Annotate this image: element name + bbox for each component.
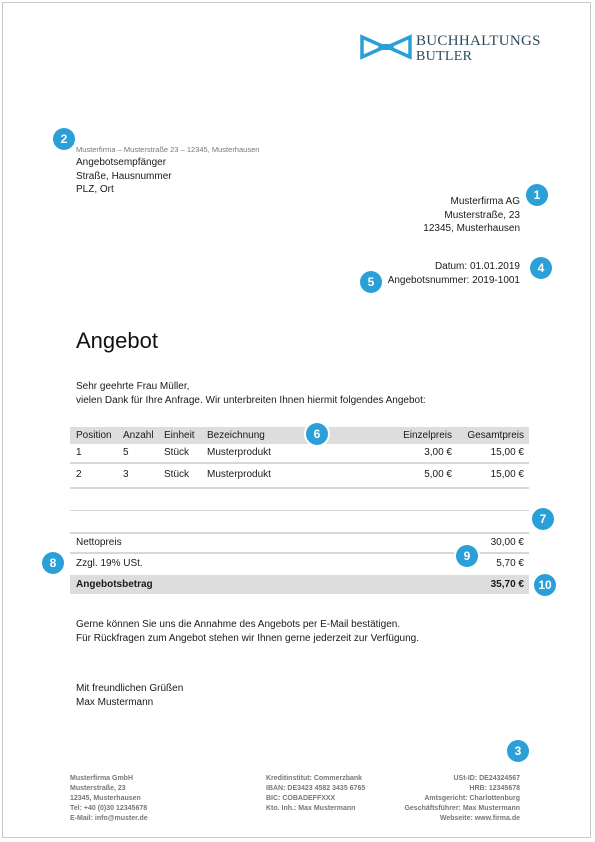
regards: Mit freundlichen Grüßen: [76, 683, 184, 694]
closing-line: Gerne können Sie uns die Annahme des Angebots per E-Mail bestätigen.: [76, 619, 401, 630]
table-cell: Musterprodukt: [207, 447, 271, 458]
company-address-line: Musterstraße, 23: [444, 209, 520, 221]
badge-2: 2: [53, 128, 75, 150]
footer-company: [70, 774, 148, 824]
badge-10: 10: [534, 574, 556, 596]
company-address-line: 12345, Musterhausen: [423, 223, 520, 234]
footer-line: Musterstraße, 23: [70, 785, 126, 792]
offer-number: Angebotsnummer: 2019-1001: [387, 274, 520, 286]
row-divider: [70, 487, 529, 489]
vat-label: Zzgl. 19% USt.: [76, 558, 143, 569]
footer-line: Musterfirma GmbH: [70, 775, 134, 782]
total-value: 35,70 €: [490, 579, 524, 590]
badge-7: 7: [532, 508, 554, 530]
company-address: [423, 195, 520, 236]
footer-bank: [266, 774, 365, 814]
column-header-description: Bezeichnung: [207, 430, 265, 441]
column-header-unit: Einheit: [164, 430, 195, 441]
footer-line: Webseite: www.firma.de: [439, 815, 520, 822]
badge-8: 8: [42, 552, 64, 574]
closing-line: Für Rückfragen zum Angebot stehen wir Ihnen gerne jederzeit zur Verfügung.: [76, 633, 419, 644]
table-cell: 5,00 €: [424, 469, 452, 480]
intro-line: vielen Dank für Ihre Anfrage. Wir unterbreiten Ihnen hiermit folgendes Angebot:: [76, 394, 426, 406]
table-cell: Stück: [164, 469, 190, 480]
badge-4: 4: [530, 257, 552, 279]
column-header-unit-price: Einzelpreis: [403, 430, 452, 441]
page-title: Angebot: [76, 328, 158, 353]
badge-3: 3: [507, 740, 529, 762]
closing-text: [76, 618, 419, 646]
recipient-line: Angebotsempfänger: [76, 157, 167, 168]
intro-text: [76, 380, 426, 407]
badge-5: 5: [360, 271, 382, 293]
company-address-line: Musterfirma AG: [450, 196, 520, 207]
table-cell: 5: [123, 447, 129, 458]
footer-line: Kreditinstitut: Commerzbank: [266, 775, 363, 782]
footer-line: USt-ID: DE24324567: [453, 775, 520, 782]
footer-line: 12345, Musterhausen: [70, 795, 141, 802]
table-cell: 3,00 €: [424, 447, 452, 458]
logo-wordmark: [416, 33, 541, 65]
row-divider: [70, 462, 529, 464]
spacer-divider: [70, 510, 529, 511]
logo-line1: BUCHHALTUNGS: [416, 33, 541, 49]
table-cell: Musterprodukt: [207, 469, 271, 480]
offer-date: Datum: 01.01.2019: [434, 261, 520, 272]
signature-block: [76, 682, 183, 710]
table-cell: 2: [76, 469, 82, 480]
footer-line: Geschäftsführer: Max Mustermann: [404, 805, 520, 812]
net-price-value: 30,00 €: [490, 537, 524, 548]
sender-line: Musterfirma – Musterstraße 23 – 12345, Musterhausen: [76, 145, 260, 154]
footer-line: Tel: +40 (0)30 12345678: [70, 805, 148, 812]
footer-line: BIC: COBADEFFXXX: [266, 795, 336, 802]
footer-line: IBAN: DE3423 4582 3435 6765: [266, 785, 366, 792]
column-header-position: Position: [76, 430, 112, 441]
net-price-label: Nettopreis: [76, 537, 122, 548]
badge-1: 1: [526, 184, 548, 206]
footer-legal: [404, 774, 520, 824]
logo-line2: BUTLER: [416, 49, 473, 64]
bowtie-logo-icon: [360, 34, 412, 60]
badge-9: 9: [456, 545, 478, 567]
table-cell: Stück: [164, 447, 190, 458]
offer-meta: [388, 260, 520, 287]
footer-line: HRB: 12345678: [469, 785, 520, 792]
column-header-total-price: Gesamtpreis: [467, 430, 524, 441]
footer-line: Kto. Inh.: Max Mustermann: [266, 805, 356, 812]
column-header-quantity: Anzahl: [123, 430, 154, 441]
table-cell: 1: [76, 447, 82, 458]
recipient-line: PLZ, Ort: [76, 184, 114, 195]
vat-value: 5,70 €: [496, 558, 524, 569]
signatory-name: Max Mustermann: [76, 697, 154, 708]
recipient-line: Straße, Hausnummer: [76, 170, 172, 182]
table-cell: 3: [123, 469, 129, 480]
footer-line: Amtsgericht: Charlottenburg: [424, 795, 520, 802]
greeting: Sehr geehrte Frau Müller,: [76, 381, 190, 392]
table-cell: 15,00 €: [490, 447, 524, 458]
badge-6: 6: [306, 423, 328, 445]
footer-line: E-Mail: info@muster.de: [70, 815, 148, 822]
total-label: Angebotsbetrag: [76, 579, 153, 590]
recipient-address: [76, 156, 172, 197]
document-page: [2, 2, 591, 838]
table-cell: 15,00 €: [490, 469, 524, 480]
